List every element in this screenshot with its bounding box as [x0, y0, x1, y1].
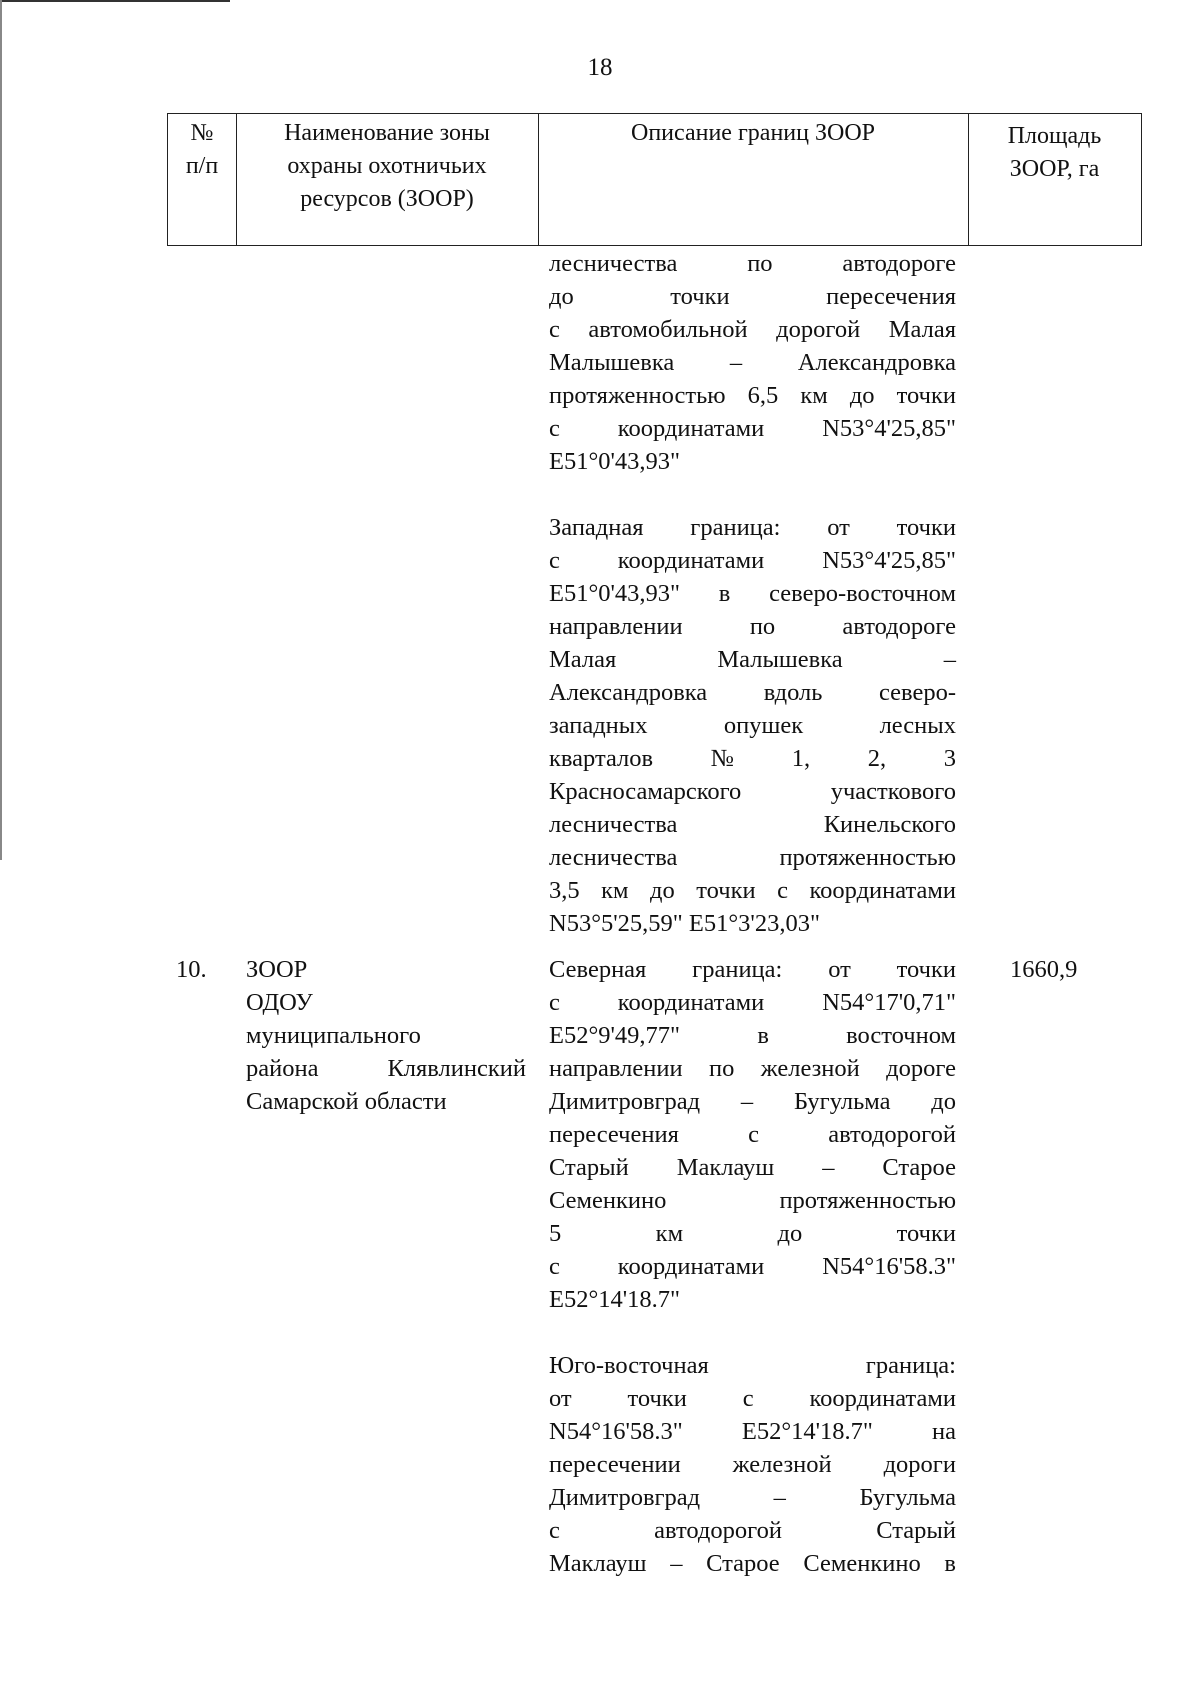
word: Маклауш: [549, 1550, 647, 1577]
northern-boundary-line: [549, 1217, 956, 1250]
western-boundary-line: [549, 808, 956, 841]
zone-name-line: муниципального: [246, 1022, 421, 1049]
word: дорогой: [776, 316, 861, 343]
word: E51°0'43,93": [549, 580, 681, 607]
word: лесничества: [549, 250, 678, 277]
word: –: [773, 1484, 786, 1511]
northern-boundary-line: [549, 1151, 956, 1184]
word: железной: [760, 1055, 860, 1082]
word: 1,: [791, 745, 811, 772]
western-boundary-line: [549, 610, 956, 643]
word: Маклауш: [676, 1154, 775, 1181]
word: лесничества: [549, 844, 678, 871]
word: граница:: [692, 956, 783, 983]
word: Старое: [706, 1550, 780, 1577]
word: координатами: [617, 547, 765, 574]
word: Александровка: [549, 679, 708, 706]
word: по: [747, 250, 773, 277]
zone-name-line: Самарской области: [246, 1088, 447, 1115]
continuation-line: [549, 412, 956, 445]
word: автомобильной: [588, 316, 748, 343]
word: в: [944, 1550, 956, 1577]
word: №: [710, 745, 735, 772]
word: Западная: [549, 514, 644, 541]
word: E52°14'18.7": [741, 1418, 873, 1445]
word: 6,5: [747, 382, 779, 409]
word: –: [670, 1550, 683, 1577]
word: от: [827, 514, 850, 541]
word: на: [932, 1418, 956, 1445]
continuation-line: [549, 379, 956, 412]
northern-boundary-line: E52°14'18.7": [549, 1286, 681, 1313]
word: с: [549, 989, 560, 1016]
header-num: № п/п: [185, 120, 219, 179]
continuation-line: [549, 280, 956, 313]
southeastern-boundary-line: [549, 1349, 956, 1382]
word: протяженностью: [549, 382, 726, 409]
northern-boundary-line: [549, 1085, 956, 1118]
word: N54°16'58.3": [822, 1253, 956, 1280]
word: дороге: [886, 1055, 956, 1082]
word: опушек: [723, 712, 804, 739]
word: Александровка: [797, 349, 956, 376]
western-boundary-line: [549, 676, 956, 709]
northern-boundary-line: [549, 1250, 956, 1283]
word: координатами: [809, 877, 956, 904]
word: Клявлинский: [387, 1055, 526, 1082]
continuation-line: [549, 313, 956, 346]
word: в: [757, 1022, 769, 1049]
word: автодорогой: [828, 1121, 956, 1148]
word: точки: [896, 514, 956, 541]
word: N53°4'25,85": [822, 415, 956, 442]
word: пересечения: [549, 1121, 679, 1148]
word: Малышевка: [717, 646, 843, 673]
scan-edge-line: [0, 0, 230, 2]
western-boundary-line: [549, 841, 956, 874]
word: координатами: [617, 415, 765, 442]
word: лесничества: [549, 811, 678, 838]
western-boundary-line: [549, 577, 956, 610]
word: до: [777, 1220, 803, 1247]
word: от: [828, 956, 851, 983]
word: координатами: [617, 989, 765, 1016]
word: 2,: [867, 745, 887, 772]
word: в: [718, 580, 731, 607]
word: кварталов: [549, 745, 654, 772]
western-boundary-line: [549, 544, 956, 577]
word: с: [549, 547, 560, 574]
continuation-line: [549, 247, 956, 280]
word: Старый: [549, 1154, 629, 1181]
word: Семенкино: [549, 1187, 667, 1214]
word: направлении: [549, 613, 683, 640]
word: автодороге: [842, 250, 956, 277]
western-boundary-line: [549, 511, 956, 544]
word: участкового: [830, 778, 956, 805]
word: лесных: [879, 712, 956, 739]
page-number: 18: [587, 54, 613, 81]
word: Семенкино: [803, 1550, 921, 1577]
word: по: [749, 613, 776, 640]
word: от: [549, 1385, 572, 1412]
word: до: [549, 283, 574, 310]
row-number: 10.: [176, 956, 207, 983]
zone-name-line: ОДОУ: [246, 989, 313, 1016]
word: до: [849, 382, 875, 409]
word: с: [742, 1385, 754, 1412]
word: протяженностью: [779, 844, 956, 871]
word: железной: [732, 1451, 832, 1478]
word: района: [246, 1055, 319, 1082]
word: по: [708, 1055, 735, 1082]
word: с: [549, 1517, 560, 1544]
word: северо-: [878, 679, 956, 706]
northern-boundary-line: [549, 1184, 956, 1217]
southeastern-boundary-line: [549, 1547, 956, 1580]
word: дороги: [883, 1451, 956, 1478]
word: Красносамарского: [549, 778, 742, 805]
word: Кинельского: [823, 811, 956, 838]
word: –: [729, 349, 743, 376]
word: Димитровград: [549, 1088, 701, 1115]
word: граница:: [690, 514, 781, 541]
word: N54°16'58.3": [549, 1418, 683, 1445]
word: с: [549, 316, 560, 343]
word: точки: [896, 382, 956, 409]
word: направлении: [549, 1055, 683, 1082]
southeastern-boundary-line: [549, 1415, 956, 1448]
western-boundary-line: [549, 643, 956, 676]
word: Северная: [549, 956, 647, 983]
word: восточном: [846, 1022, 956, 1049]
southeastern-boundary-line: [549, 1481, 956, 1514]
word: точки: [896, 956, 956, 983]
word: граница:: [865, 1352, 956, 1379]
word: точки: [670, 283, 730, 310]
word: протяженностью: [779, 1187, 956, 1214]
word: западных: [549, 712, 648, 739]
southeastern-boundary-line: [549, 1448, 956, 1481]
word: 5: [549, 1220, 562, 1247]
word: Старый: [876, 1517, 956, 1544]
word: автодороге: [842, 613, 956, 640]
word: км: [800, 382, 828, 409]
word: 3: [943, 745, 956, 772]
header-name: Наименование зоны охраны охотничьих ресурсов (ЗООР): [284, 120, 490, 212]
word: 3,5: [549, 877, 580, 904]
northern-boundary-line: [549, 1118, 956, 1151]
zone-name: [246, 953, 526, 1118]
zone-name-line: ЗООР: [246, 956, 308, 983]
word: Малая: [549, 646, 617, 673]
southeastern-boundary-line: [549, 1514, 956, 1547]
word: пересечения: [826, 283, 956, 310]
southeastern-boundary-line: [549, 1382, 956, 1415]
word: Димитровград: [549, 1484, 701, 1511]
word: Старое: [882, 1154, 956, 1181]
northern-boundary-line: [549, 1052, 956, 1085]
word: Бугульма: [793, 1088, 891, 1115]
word: км: [601, 877, 629, 904]
word: Юго-восточная: [549, 1352, 709, 1379]
western-boundary-line: [549, 874, 956, 907]
word: км: [655, 1220, 684, 1247]
zone-name-line: [246, 1052, 526, 1085]
word: Малышевка: [549, 349, 675, 376]
word: –: [740, 1088, 754, 1115]
word: с: [549, 1253, 560, 1280]
continuation-line: [549, 346, 956, 379]
western-boundary-line: [549, 775, 956, 808]
word: вдоль: [763, 679, 823, 706]
northern-boundary-line: [549, 953, 956, 986]
word: координатами: [809, 1385, 956, 1412]
word: пересечении: [549, 1451, 681, 1478]
zone-area: 1660,9: [1010, 956, 1078, 983]
scan-edge-line: [0, 0, 2, 860]
word: E52°9'49,77": [549, 1022, 681, 1049]
word: N53°4'25,85": [822, 547, 956, 574]
word: координатами: [617, 1253, 765, 1280]
word: с: [549, 415, 560, 442]
word: северо-восточном: [769, 580, 956, 607]
word: –: [943, 646, 956, 673]
word: точки: [627, 1385, 687, 1412]
word: до: [650, 877, 675, 904]
word: Малая: [888, 316, 956, 343]
word: автодорогой: [654, 1517, 782, 1544]
header-area: Площадь ЗООР, га: [1007, 123, 1102, 182]
word: до: [931, 1088, 956, 1115]
word: с: [748, 1121, 759, 1148]
northern-boundary-line: [549, 1019, 956, 1052]
word: с: [777, 877, 788, 904]
northern-boundary-line: [549, 986, 956, 1019]
table-header: [167, 113, 1142, 246]
western-boundary-line: N53°5'25,59" E51°3'23,03": [549, 910, 820, 937]
continuation-line: E51°0'43,93": [549, 448, 681, 475]
western-boundary-line: [549, 742, 956, 775]
word: N54°17'0,71": [822, 989, 956, 1016]
western-boundary-line: [549, 709, 956, 742]
word: точки: [896, 1220, 956, 1247]
header-description: Описание границ ЗООР: [630, 120, 876, 146]
word: Бугульма: [859, 1484, 956, 1511]
word: –: [822, 1154, 835, 1181]
word: точки: [696, 877, 756, 904]
